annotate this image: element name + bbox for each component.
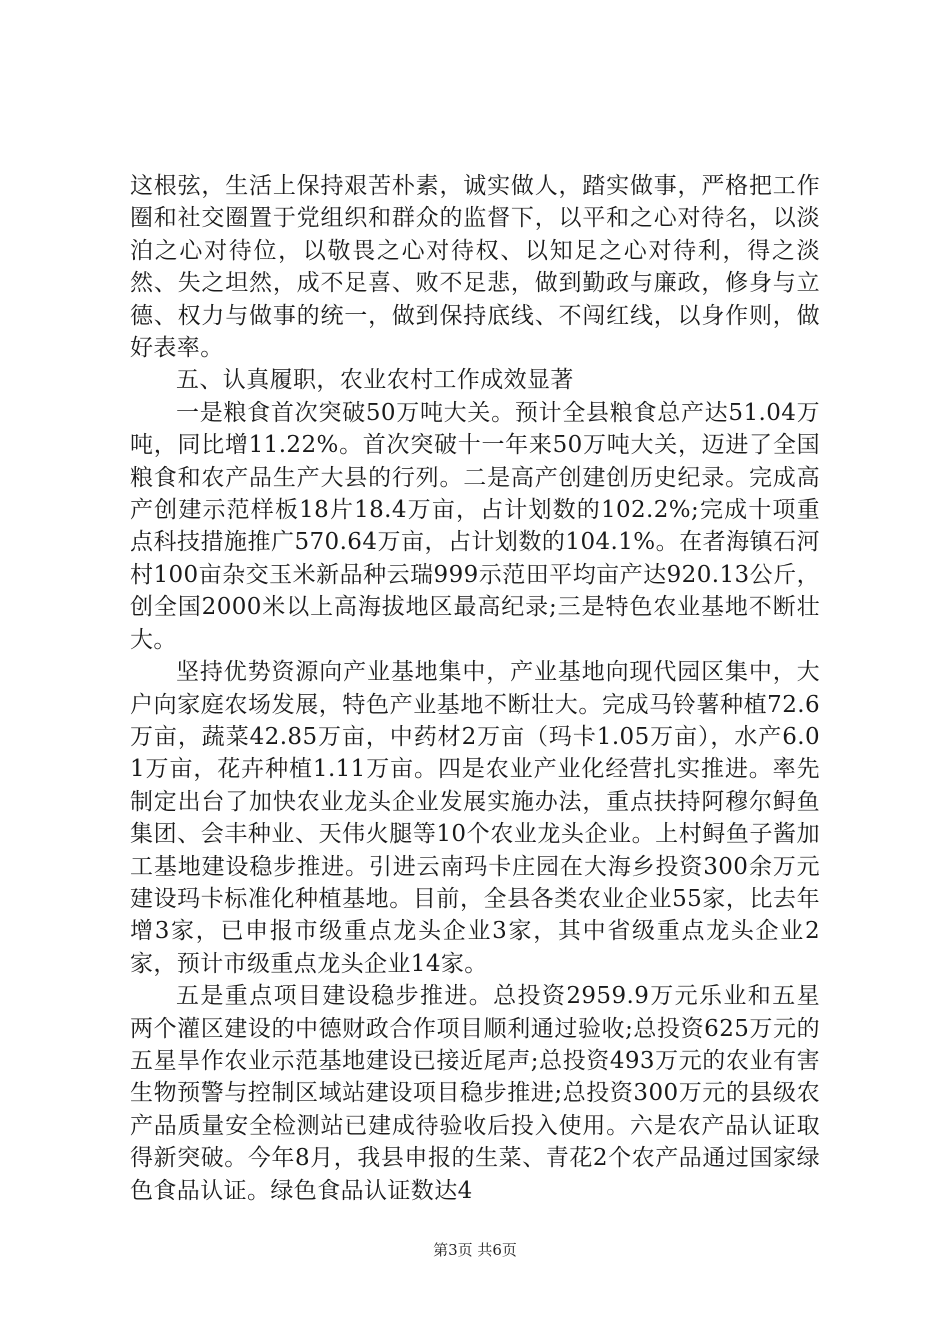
- section-heading: 五、认真履职，农业农村工作成效显著: [176, 367, 574, 394]
- paragraph-base: 坚持优势资源向产业基地集中，产业基地向现代园区集中，大户向家庭农场发展，特色产业基地不断壮大。完成马铃薯种植72.6万亩，蔬菜42.85万亩，中药材2万亩（玛卡1.05万亩），水产6.01万亩，花卉种植1.11万亩。四是农业产业化经营扎实推进。率先制定出台了加快农业龙头企业发展实施办法，重点扶持阿穆尔鲟鱼集团、会丰种业、天伟火腿等10个农业龙头企业。上村鲟鱼子酱加工基地建设稳步推进。引进云南玛卡庄园在大海乡投资300余万元建设玛卡标准化种植基地。目前，全县各类农业企业55家，比去年增3家，已申报市级重点龙头企业3家，其中省级重点龙头企业2家，预计市级重点龙头企业14家。: [130, 659, 820, 977]
- paragraph-continued: 这根弦，生活上保持艰苦朴素，诚实做人，踏实做事，严格把工作圈和社交圈置于党组织和群众的监督下，以平和之心对待名，以淡泊之心对待位，以敬畏之心对待权、以知足之心对待利，得之淡然、失之坦然，成不足喜、败不足悲，做到勤政与廉政，修身与立德、权力与做事的统一，做到保持底线、不闯红线，以身作则，做好表率。: [130, 173, 820, 362]
- paragraph-projects: 五是重点项目建设稳步推进。总投资2959.9万元乐业和五星两个灌区建设的中德财政合作项目顺利通过验收;总投资625万元的五星旱作农业示范基地建设已接近尾声;总投资493万元的农业有害生物预警与控制区域站建设项目稳步推进;总投资300万元的县级农产品质量安全检测站已建成待验收后投入使用。六是农产品认证取得新突破。今年8月，我县申报的生菜、青花2个农产品通过国家绿色食品认证。绿色食品认证数达4: [130, 983, 820, 1204]
- document-body: [130, 170, 820, 1207]
- paragraph-grain: 一是粮食首次突破50万吨大关。预计全县粮食总产达51.04万吨，同比增11.22%。首次突破十一年来50万吨大关，迈进了全国粮食和农产品生产大县的行列。二是高产创建创历史纪录。完成高产创建示范样板18片18.4万亩，占计划数的102.2%;完成十项重点科技措施推广570.64万亩，占计划数的104.1%。在者海镇石河村100亩杂交玉米新品种云瑞999示范田平均亩产达920.13公斤，创全国2000米以上高海拔地区最高纪录;三是特色农业基地不断壮大。: [130, 399, 820, 653]
- page-number-footer: 第3页 共6页: [433, 1241, 517, 1259]
